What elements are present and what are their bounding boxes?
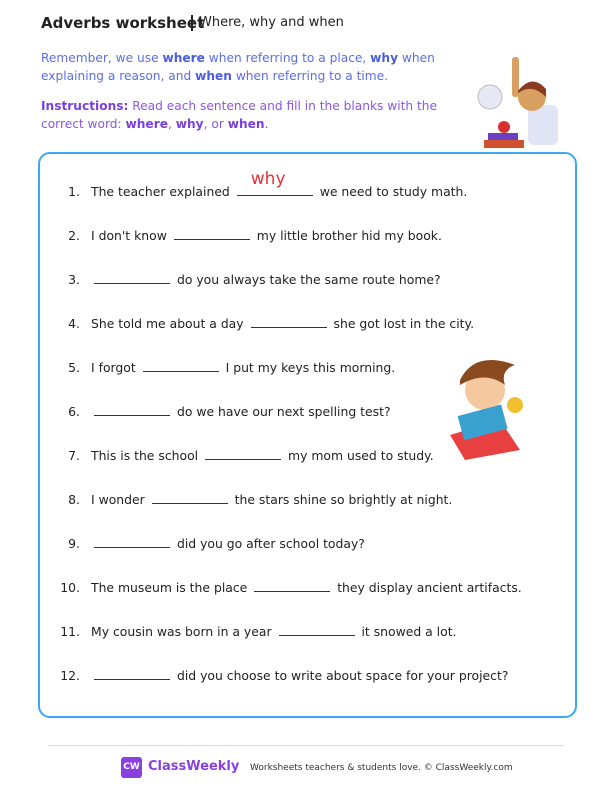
answer-blank[interactable] (94, 667, 170, 680)
sentence-end: do we have our next spelling test? (176, 404, 391, 419)
question-row (50, 579, 522, 595)
sentence-end: it snowed a lot. (361, 624, 457, 639)
question-number: 3. (68, 272, 80, 287)
question-row (50, 227, 442, 243)
question-number: 4. (68, 316, 80, 331)
sentence-end: the stars shine so brightly at night. (234, 492, 453, 507)
sentence-end: did you go after school today? (176, 536, 365, 551)
question-number: 6. (68, 404, 80, 419)
answer-blank[interactable] (174, 227, 250, 240)
question-number: 2. (68, 228, 80, 243)
question-row (50, 403, 391, 419)
sentence-end: my little brother hid my book. (256, 228, 442, 243)
sentence-start: I wonder (91, 492, 145, 507)
question-number: 7. (68, 448, 80, 463)
question-number: 9. (68, 536, 80, 551)
footer-tagline: Worksheets teachers & students love. © ClassWeekly.com (250, 763, 513, 773)
answer-blank[interactable] (94, 271, 170, 284)
question-row (50, 535, 365, 551)
question-row (50, 623, 457, 639)
sentence-end: we need to study math. (319, 184, 468, 199)
question-number: 10. (60, 580, 80, 595)
teacher-illustration (470, 55, 560, 150)
sentence-end: my mom used to study. (288, 448, 434, 463)
classweekly-logo: CW (121, 757, 142, 778)
sentence-end: they display ancient artifacts. (337, 580, 522, 595)
sentence-start: This is the school (91, 448, 199, 463)
question-row (50, 447, 434, 463)
sentence-start: I forgot (91, 360, 136, 375)
question-number: 5. (68, 360, 80, 375)
sentence-end: I put my keys this morning. (225, 360, 396, 375)
answer-blank[interactable] (237, 169, 313, 196)
question-row (50, 271, 441, 287)
question-row (50, 359, 395, 375)
answer-blank[interactable] (152, 491, 228, 504)
answer-blank[interactable] (279, 623, 355, 636)
sentence-start: The teacher explained (91, 184, 230, 199)
question-row (50, 315, 474, 331)
sentence-end: did you choose to write about space for your project? (176, 668, 509, 683)
brand-name: ClassWeekly (148, 759, 240, 774)
answer-blank[interactable] (254, 579, 330, 592)
question-number: 11. (60, 624, 80, 639)
sentence-start: I don't know (91, 228, 167, 243)
answer-text: why (250, 169, 286, 189)
answer-blank[interactable] (94, 403, 170, 416)
sentence-start: She told me about a day (91, 316, 244, 331)
question-row (50, 169, 468, 199)
answer-blank[interactable] (94, 535, 170, 548)
question-number: 8. (68, 492, 80, 507)
instructions-text: Instructions: Read each sentence and fill in the blanks with the correct word: where, why, or when. (41, 99, 437, 131)
sentence-end: do you always take the same route home? (176, 272, 441, 287)
sentence-end: she got lost in the city. (333, 316, 475, 331)
sentence-start: My cousin was born in a year (91, 624, 272, 639)
answer-blank[interactable] (251, 315, 327, 328)
boy-reading-illustration (445, 350, 525, 460)
answer-blank[interactable] (205, 447, 281, 460)
sentence-start: The museum is the place (91, 580, 248, 595)
worksheet-title: Adverbs worksheet (41, 14, 205, 32)
question-number: 12. (60, 668, 80, 683)
intro-text: Remember, we use where when referring to a place, why when explaining a reason, and when when referring to a time. (41, 51, 435, 83)
worksheet-subtitle: Where, why and when (191, 15, 344, 31)
answer-blank[interactable] (143, 359, 219, 372)
question-row (50, 491, 452, 507)
question-row (50, 667, 508, 683)
footer-divider (48, 745, 564, 746)
question-number: 1. (68, 184, 80, 199)
